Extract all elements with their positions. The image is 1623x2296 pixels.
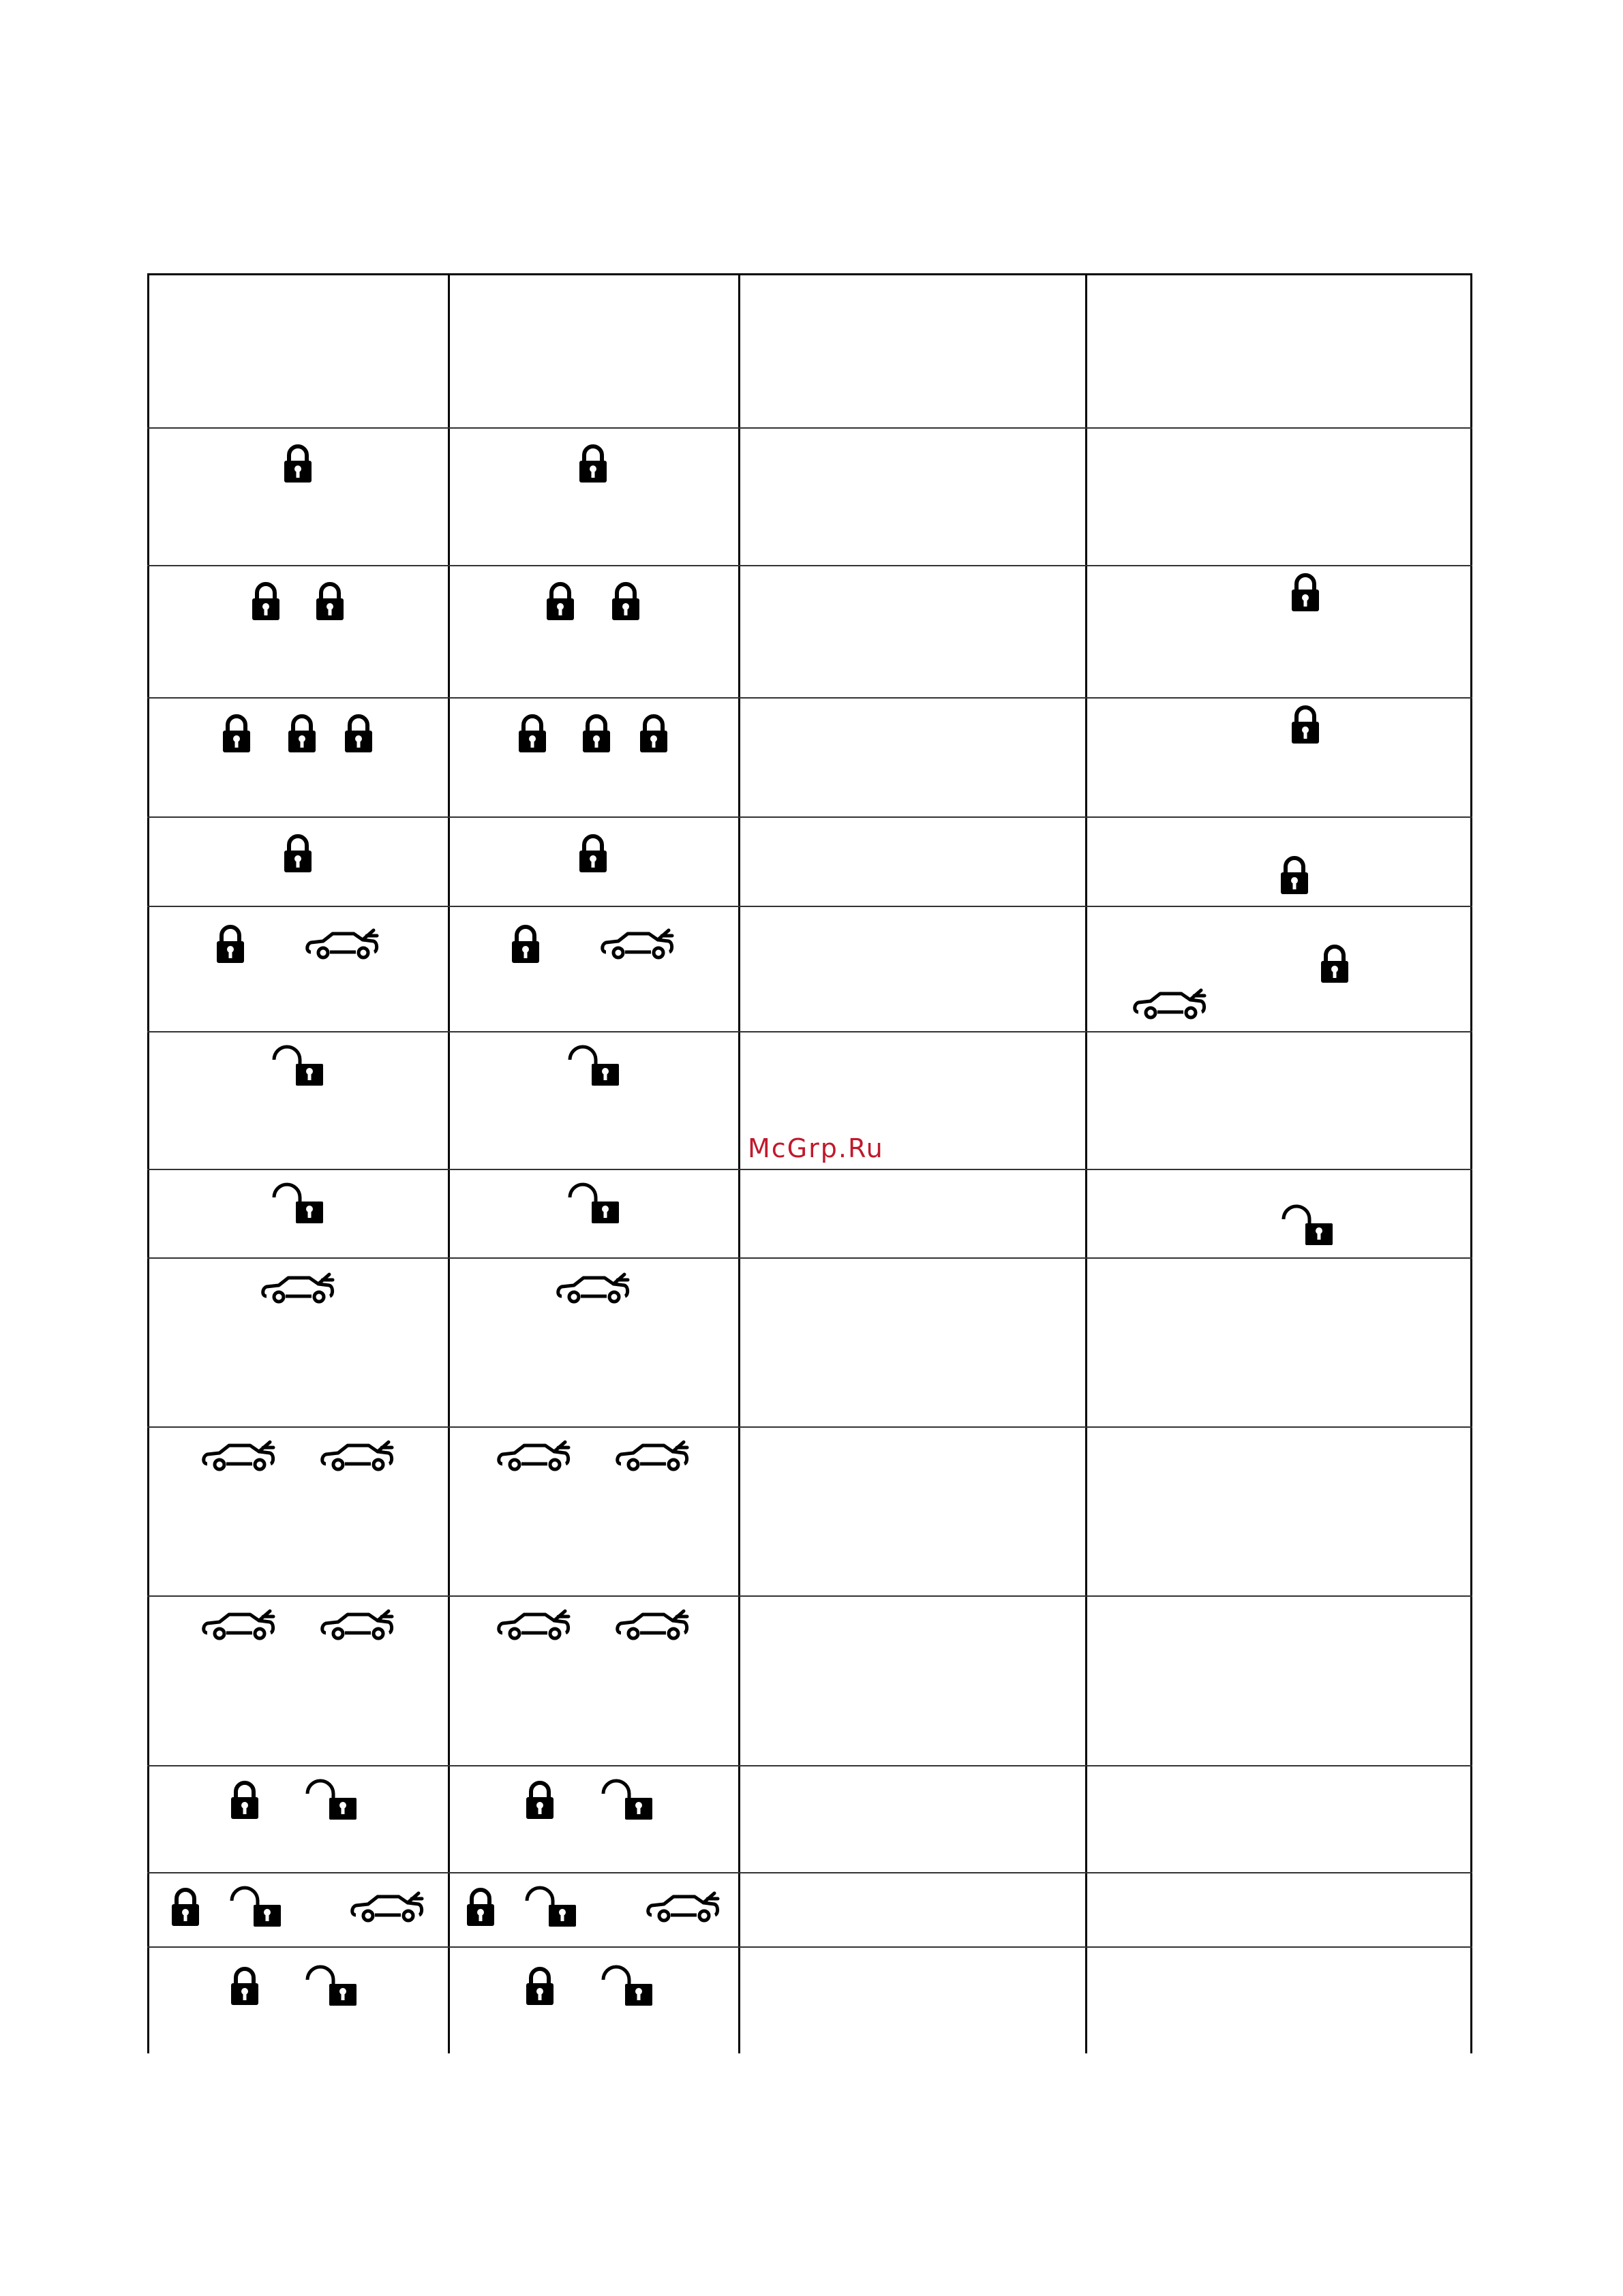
lock-icon [1279,855,1309,896]
lock-icon [283,443,313,484]
car-trunk-icon [200,1439,277,1472]
unlock-icon [1281,1204,1335,1246]
lock-icon [222,713,252,754]
lock-icon [287,713,317,754]
car-trunk-icon [599,928,676,960]
unlock-icon [271,1045,326,1087]
car-trunk-icon [496,1608,572,1641]
lock-icon [215,923,245,964]
lock-icon [1290,704,1320,745]
car-trunk-icon [555,1272,631,1304]
car-trunk-icon [319,1439,395,1472]
unlock-icon [601,1779,655,1821]
unlock-icon [524,1886,579,1928]
car-trunk-icon [614,1608,691,1641]
unlock-icon [601,1965,655,2007]
lock-icon [639,713,669,754]
unlock-icon [305,1965,359,2007]
lock-icon [1320,943,1350,984]
lock-icon [525,1779,555,1820]
lock-icon [578,443,608,484]
lock-icon [511,923,541,964]
car-trunk-icon [645,1891,721,1923]
lock-icon [251,581,281,622]
unlock-icon [567,1045,622,1087]
lock-icon [611,581,641,622]
lock-icon [545,581,575,622]
lock-icon [466,1886,496,1927]
unlock-icon [567,1182,622,1225]
car-trunk-icon [614,1439,691,1472]
unlock-icon [229,1886,284,1928]
car-trunk-icon [496,1439,572,1472]
car-trunk-icon [200,1608,277,1641]
car-trunk-icon [260,1272,336,1304]
car-trunk-icon [349,1891,425,1923]
lock-icon [170,1886,200,1927]
lock-icon [315,581,345,622]
lock-icon [1290,572,1320,613]
lock-icon [230,1965,260,2006]
car-trunk-icon [319,1608,395,1641]
page-footer [0,2289,1623,2296]
watermark: McGrp.Ru [748,1133,884,1163]
car-trunk-icon [1132,988,1208,1020]
lock-icon [525,1965,555,2006]
unlock-icon [305,1779,359,1821]
lock-icon [517,713,547,754]
lock-icon [581,713,611,754]
unlock-icon [271,1182,326,1225]
lock-icon [344,713,374,754]
lock-icon [283,833,313,874]
lock-icon [578,833,608,874]
car-trunk-icon [304,928,380,960]
lock-icon [230,1779,260,1820]
